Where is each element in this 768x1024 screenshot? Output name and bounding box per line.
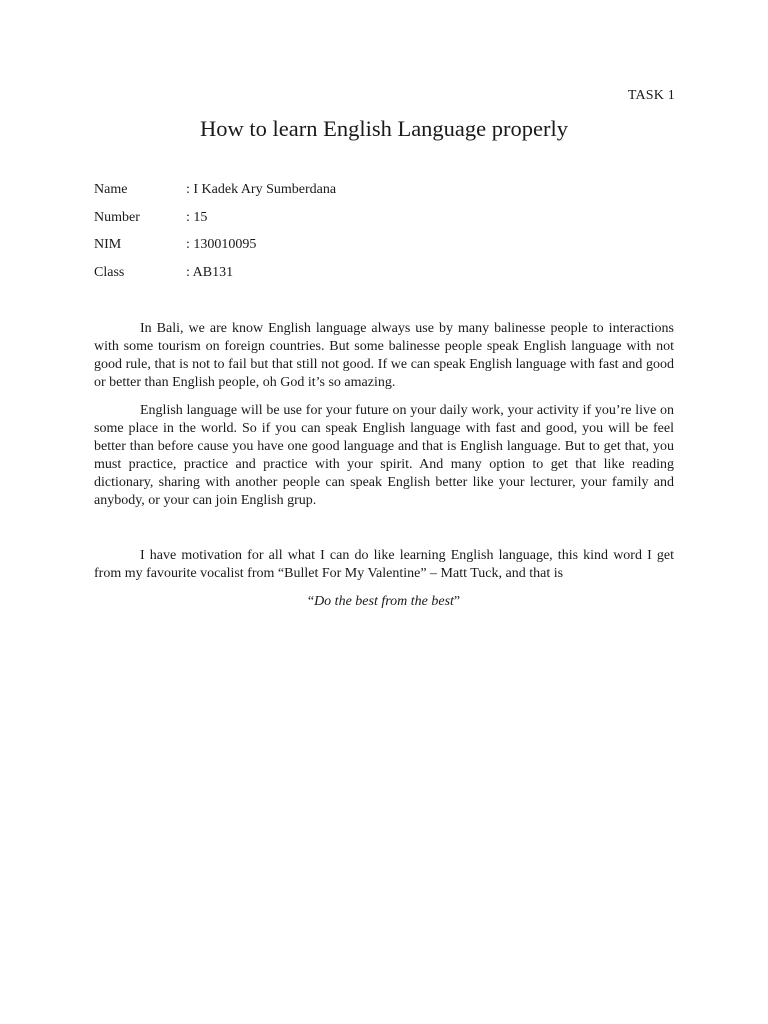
paragraph-bali bbox=[94, 320, 674, 392]
info-key-class: Class bbox=[94, 264, 125, 280]
paragraph-text: English language will be use for your future on your daily work, your activity if you’re live on some place in the world. So if you can speak English language with fast and good, you will be feel better than before cause you have one good language and that is English language. But to get that, you must practice, practice and practice with your spirit. And many option to get that like reading dictionary, sharing with another people can speak English better like your lecturer, your family and anybody, or your can join English grup. bbox=[94, 403, 674, 508]
paragraph-text: In Bali, we are know English language always use by many balinesse people to interactions with some tourism on foreign countries. But some balinesse people speak English language with not good rule, that is not to fail but that still not good. If we can speak English language with fast and good or better than English people, oh God it’s so amazing. bbox=[94, 321, 674, 390]
info-key-name: Name bbox=[94, 182, 128, 197]
paragraph-text: I have motivation for all what I can do like learning English language, this kind word I get from my favourite vocalist from “Bullet For My Valentine” – Matt Tuck, and that is bbox=[94, 548, 674, 581]
info-value-number: : 15 bbox=[186, 209, 208, 225]
quote-text: Do the best from the best bbox=[314, 594, 454, 609]
document-title: How to learn English Language properly bbox=[199, 116, 569, 141]
quote-open-mark: “ bbox=[307, 594, 315, 609]
paragraph-motivation bbox=[94, 547, 674, 583]
info-value-nim: : 130010095 bbox=[186, 237, 257, 253]
info-row-nim bbox=[94, 237, 336, 265]
info-value-name: : I Kadek Ary Sumberdana bbox=[186, 182, 337, 197]
student-info-table bbox=[94, 182, 336, 292]
motto-quote bbox=[0, 594, 768, 610]
task-label: TASK 1 bbox=[627, 88, 675, 103]
info-key-nim: NIM bbox=[94, 237, 122, 253]
info-value-class: : AB131 bbox=[186, 264, 234, 280]
info-row-name bbox=[94, 182, 336, 210]
quote-close-mark: ” bbox=[453, 594, 461, 609]
paragraph-future bbox=[94, 402, 674, 510]
info-row-number bbox=[94, 210, 336, 238]
info-row-class bbox=[94, 265, 336, 293]
info-key-number: Number bbox=[94, 209, 140, 225]
